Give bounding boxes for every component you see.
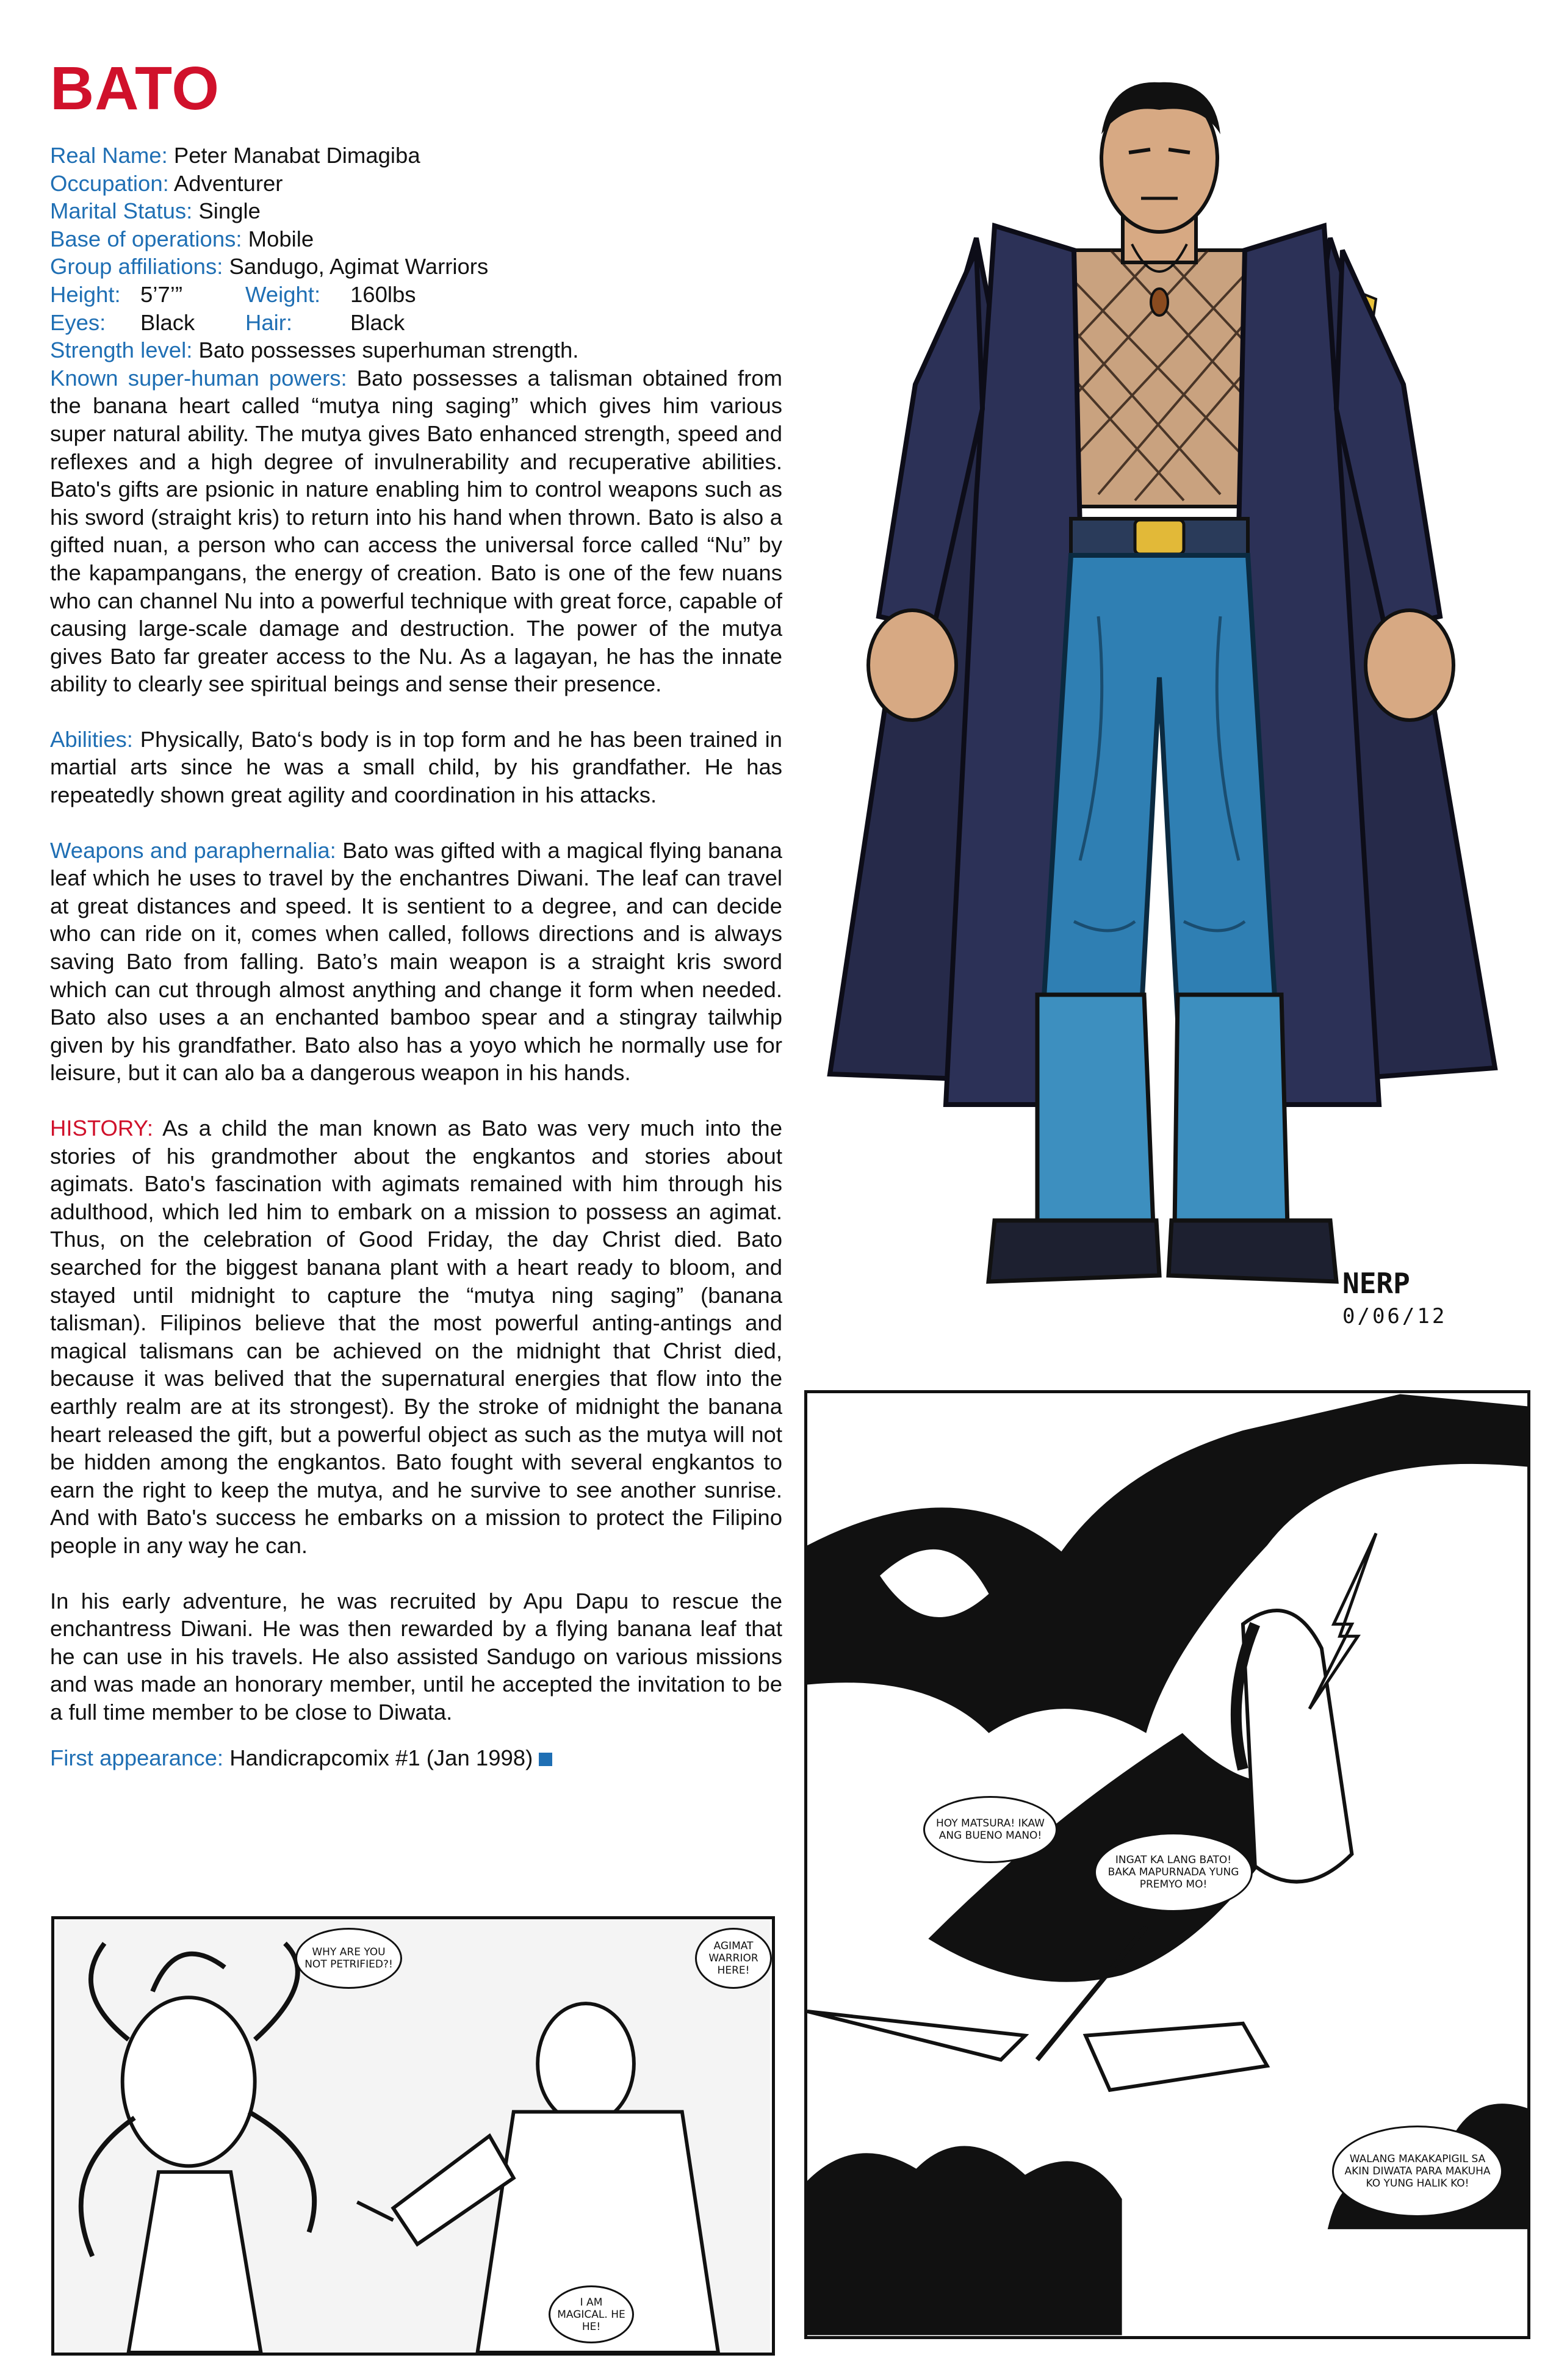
- height-value: 5’7’”: [140, 281, 182, 307]
- comic-panel-left-art: [54, 1919, 772, 2353]
- height-label: Height:: [50, 281, 121, 307]
- first-appearance-label: First appearance:: [50, 1745, 224, 1771]
- first-appearance-row: [50, 1744, 782, 1772]
- bato-figure-art: [793, 67, 1525, 1367]
- group-label: Group affiliations:: [50, 254, 223, 279]
- speech-balloon: WHY ARE YOU NOT PETRIFIED?!: [295, 1928, 402, 1989]
- weapons-paragraph: [50, 837, 782, 1087]
- marital-row: [50, 197, 782, 225]
- group-value: Sandugo, Agimat Warriors: [229, 254, 489, 279]
- weight-label: Weight:: [245, 281, 321, 307]
- speech-balloon: INGAT KA LANG BATO! BAKA MAPURNADA YUNG PREMYO MO!: [1094, 1833, 1253, 1912]
- history-paragraph-2: In his early adventure, he was recruited by Apu Dapu to rescue the enchantress Diwani. He was then rewarded by a flying banana leaf that he can use in his travels. He also assisted Sandugo on various missions and was made an honorary member, until he accepted the invitation to be a full time member to be close to Diwata.: [50, 1588, 782, 1725]
- strength-value: Bato possesses superhuman strength.: [198, 337, 579, 363]
- history-paragraph: [50, 1114, 782, 1560]
- history-label: HISTORY:: [50, 1116, 154, 1141]
- marital-label: Marital Status:: [50, 198, 193, 224]
- weight-value: 160lbs: [350, 281, 416, 307]
- strength-label: Strength level:: [50, 337, 193, 363]
- speech-balloon: I AM MAGICAL. HE HE!: [549, 2285, 634, 2343]
- eyes-value: Black: [140, 309, 195, 335]
- artist-signature-date: 0/06/12: [1342, 1304, 1447, 1329]
- marital-value: Single: [198, 198, 261, 224]
- height-weight-row: [50, 281, 782, 309]
- group-row: [50, 253, 782, 281]
- eyes-label: Eyes:: [50, 309, 106, 335]
- weapons-label: Weapons and paraphernalia:: [50, 837, 336, 863]
- real-name-row: [50, 142, 782, 170]
- page-title: BATO: [50, 54, 220, 123]
- speech-balloon: HOY MATSURA! IKAW ANG BUENO MANO!: [923, 1796, 1057, 1863]
- bio-text: [50, 142, 782, 1772]
- occupation-label: Occupation:: [50, 170, 169, 196]
- comic-panel-right: [804, 1390, 1530, 2339]
- real-name-label: Real Name:: [50, 143, 168, 168]
- first-appearance-value: Handicrapcomix #1 (Jan 1998): [229, 1745, 533, 1771]
- artist-signature: NERP: [1342, 1267, 1410, 1300]
- eyes-hair-row: [50, 309, 782, 337]
- occupation-value: Adventurer: [173, 170, 283, 196]
- strength-row: [50, 336, 782, 364]
- comic-panel-left: [51, 1916, 775, 2356]
- powers-text: Bato possesses a talisman obtained from the banana heart called “mutya ning saging” which gives him various super natural ability. The mutya gives Bato enhanced strength, speed and reflexes and a high degree of invulnerability and recuperative abilities. Bato's gifts are psionic in nature enabling him to control weapons such as his sword (straight kris) to return into his hand when thrown. Bato is also a gifted nuan, a person who can access the universal force called “Nu” by the kapampangans, the energy of creation. Bato is one of the few nuans who can channel Nu into a powerful technique with great force, capable of causing large-scale damage and destruction. The power of the mutya gives Bato far greater access to the Nu. As a lagayan, he has the innate ability to clearly see spiritual beings and sense their presence.: [50, 365, 782, 697]
- speech-balloon: AGIMAT WARRIOR HERE!: [695, 1928, 772, 1989]
- hair-label: Hair:: [245, 309, 293, 335]
- powers-label: Known super-human powers:: [50, 365, 347, 391]
- abilities-text: Physically, Bato‘s body is in top form and he has been trained in martial arts since he was a small child, by his grandfather. He has repeatedly shown great agility and coordination in his attacks.: [50, 726, 782, 808]
- abilities-label: Abilities:: [50, 726, 133, 752]
- real-name-value: Peter Manabat Dimagiba: [173, 143, 420, 168]
- base-row: [50, 225, 782, 253]
- abilities-paragraph: [50, 726, 782, 809]
- powers-paragraph: [50, 364, 782, 698]
- hero-illustration: [793, 67, 1525, 1367]
- base-label: Base of operations:: [50, 226, 242, 251]
- speech-balloon: WALANG MAKAKAPIGIL SA AKIN DIWATA PARA MAKUHA KO YUNG HALIK KO!: [1332, 2126, 1503, 2217]
- end-mark-icon: [539, 1753, 552, 1766]
- base-value: Mobile: [248, 226, 314, 251]
- history-text: As a child the man known as Bato was very much into the stories of his grandmother about the engkantos and stories about agimats. Bato's fascination with agimats remained with him through his adulthood, which led him to embark on a mission to possess an agimat. Thus, on the celebration of Good Friday, the day Christ died. Bato searched for the biggest banana plant with a heart ready to bloom, and stayed until midnight to capture the “mutya ning saging” (banana talisman). Filipinos believe that the most powerful anting-antings and magical talismans can be achieved on the midnight that Christ died, because it was belived that the supernatural energies that flow into the earthly realm are at its strongest). By the stroke of midnight the banana heart released the gift, but a powerful object as such as the mutya will not be hidden among the engkantos. Bato fought with several engkantos to earn the right to keep the mutya, and he survive to see another sunrise. And with Bato's success he embarks on a mission to protect the Filipino people in any way he can.: [50, 1116, 782, 1558]
- weapons-text: Bato was gifted with a magical flying banana leaf which he uses to travel by the enchantres Diwani. The leaf can travel at great distances and speed. It is sentient to a degree, and can decide who can ride on it, comes when called, follows directions and is always saving Bato from falling. Bato’s main weapon is a straight kris sword which can cut through almost anything and change it form when needed. Bato also uses a an enchanted bamboo spear and a stingray tailwhip given by his grandfather. Bato also has a yoyo which he normally use for leisure, but it can alo ba a dangerous weapon in his hands.: [50, 837, 782, 1086]
- occupation-row: [50, 170, 782, 198]
- hair-value: Black: [350, 309, 405, 335]
